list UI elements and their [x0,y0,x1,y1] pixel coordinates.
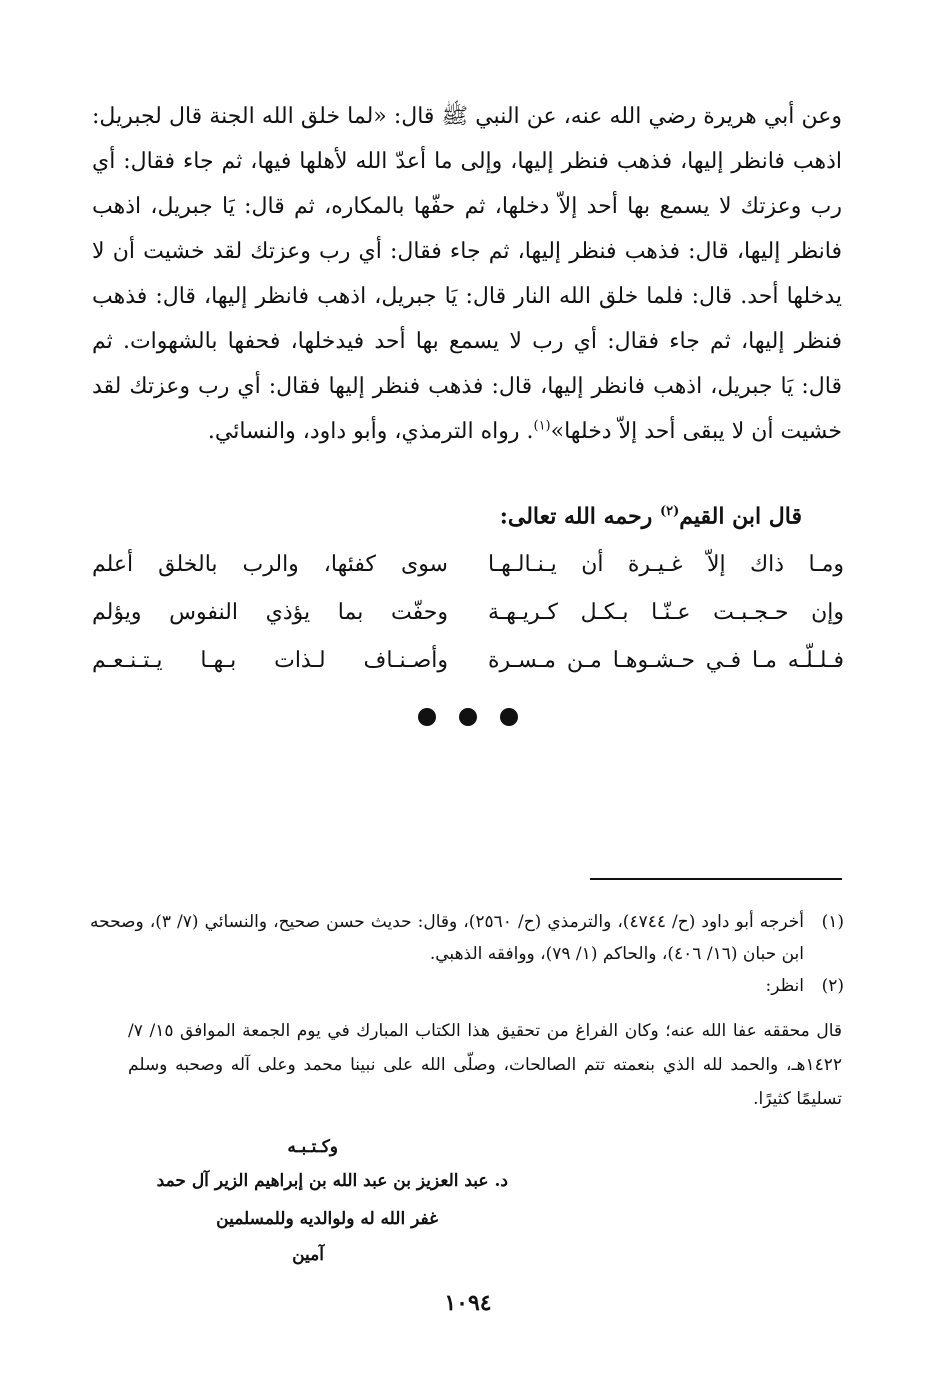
verse-first-hemistich: ومـا ذاك إلاّ غـيـرة أن يـنـالـهـا [488,551,844,577]
page-number: ١٠٩٤ [444,1290,492,1316]
verse [92,636,844,684]
section-divider-dots [418,706,518,728]
hadith-paragraph [92,94,842,454]
verse-first-hemistich: فـلـلّـه مـا فـي حـشـوهـا مـن مـسـرة [488,647,844,673]
hadith-text: وعن أبي هريرة رضي الله عنه، عن النبي ﷺ قال: «لما خلق الله الجنة قال لجبريل: اذهب فانظر إليها، فذهب فنظر إليها، وإلى ما أعدّ الله لأهلها فيها، ثم جاء فقال: أي رب وعزتك لا يسمع بها أحد إلاّ دخلها، ثم حفّها بالمكاره، ثم قال: يَا جبريل، اذهب فانظر إليها، قال: فذهب فنظر إليها، ثم جاء فقال: أي رب وعزتك لقد خشيت أن لا يدخلها أحد. قال: فلما خلق الله النار قال: يَا جبريل، اذهب فانظر إليها، قال: فذهب فنظر إليها، ثم جاء فقال: أي رب لا يسمع بها أحد فيدخلها، فحفها بالشهوات. ثم قال: يَا جبريل، اذهب فانظر إليها، قال: فذهب فنظر إليها فقال: أي رب وعزتك لقد خشيت أن لا يبقى أحد إلاّ دخلها» [92,104,842,444]
signature-amen: آمين [292,1245,324,1265]
verse-second-hemistich: وأصـنـاف لـذات بـهـا يـتـنـعـم [92,647,448,673]
ornament-dot [500,708,518,726]
ornament-dot [459,708,477,726]
verse-first-hemistich: وإن حـجـبـت عـنّـا بـكـل كـريـهـة [488,599,844,625]
verse [92,588,844,636]
footnote-text: أخرجه أبو داود (ح/ ٤٧٤٤)، والترمذي (ح/ ٢٥٦٠)، وقال: حديث حسن صحيح، والنسائي (٧/ ٣)، وصححه ابن حبان (١٦/ ٤٠٦)، والحاكم (١/ ٧٩)، ووافقه الذهبي. [90,912,804,964]
poet-name: قال ابن القيم [679,503,802,530]
footnotes [90,906,844,1002]
verse-second-hemistich: وحفّت بما يؤذي النفوس ويؤلم [92,599,448,625]
footnote-ref-2: (٢) [659,504,680,519]
footnote-number: (١) [821,912,844,932]
signature-author: د. عبد العزيز بن عبد الله بن إبراهيم الزير آل حمد [156,1171,508,1191]
hadith-source: . رواه الترمذي، وأبو داود، والنسائي. [207,419,534,444]
verse-second-hemistich: سوى كفئها، والرب بالخلق أعلم [92,551,448,577]
footnote-text: انظر: [765,976,804,996]
poem [92,540,844,684]
footnote-number: (٢) [821,976,844,996]
ornament-dot [418,708,436,726]
footnote-ref-1: (١) [533,418,551,434]
verse [92,540,844,588]
footnote [90,970,844,1002]
closing-note: قال محققه عفا الله عنه؛ وكان الفراغ من تحقيق هذا الكتاب المبارك في يوم الجمعة الموافق ١٥/ ٧/ ١٤٢٢هـ، والحمد لله الذي بنعمته تتم الصالحات، وصلّى الله على نبينا محمد وعلى آله وصحبه وسلم تسليمًا كثيرًا. [128,1021,842,1109]
footnote-separator [590,878,842,880]
poet-suffix: رحمه الله تعالى: [499,503,660,530]
poem-heading [500,492,802,536]
signature-prayer: غفر الله له ولوالديه وللمسلمين [216,1209,438,1229]
footnote [90,906,844,970]
signature-wrote: وكـتـبـه [287,1137,338,1157]
